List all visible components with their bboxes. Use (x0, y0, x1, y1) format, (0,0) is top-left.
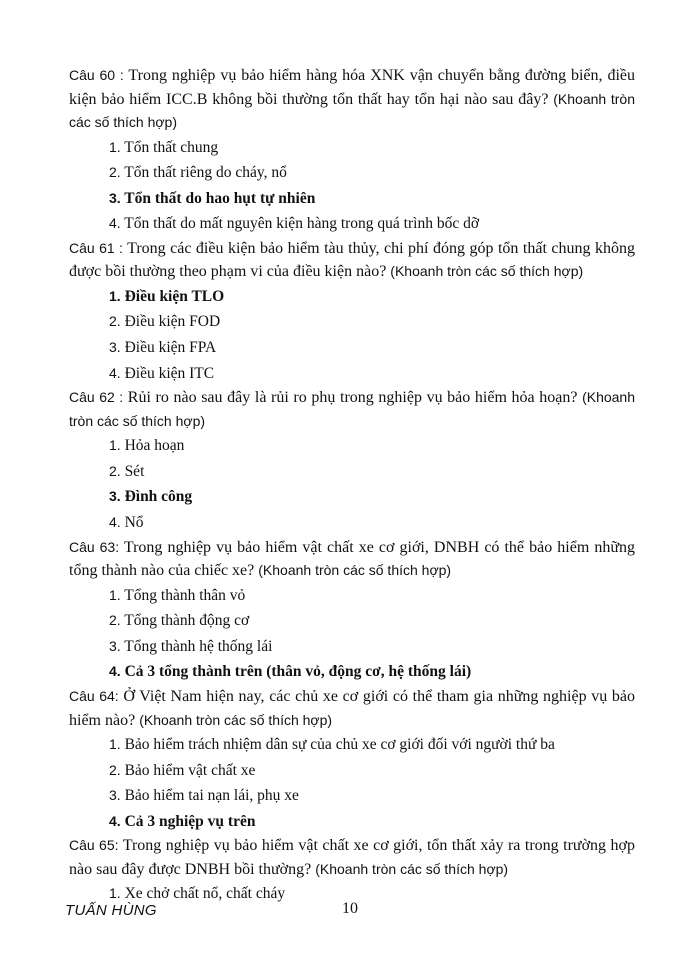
answer-options (69, 583, 635, 685)
option-text: Điều kiện ITC (124, 364, 215, 382)
question-stem (69, 685, 635, 732)
question-stem (69, 536, 635, 583)
option-text: Tổn thất do mất nguyên kiện hàng trong quá trình bốc dỡ (124, 215, 480, 233)
option-text: Tổng thành động cơ (124, 612, 250, 630)
option-text: Tổng thành thân vỏ (124, 586, 246, 604)
option-text: Xe chở chất nổ, chất cháy (124, 885, 286, 903)
option-text: Bảo hiểm tai nạn lái, phụ xe (124, 787, 299, 805)
option-number: 3. (109, 339, 121, 356)
option-text: Cả 3 tổng thành trên (thân vỏ, động cơ, hệ thống lái) (124, 663, 472, 681)
question-block (69, 536, 635, 685)
option-number: 1. (109, 138, 121, 155)
answer-options (69, 284, 635, 386)
question-list (69, 64, 635, 907)
option-number: 1. (109, 586, 121, 603)
page-number: 10 (342, 900, 358, 917)
option-text: Bảo hiểm vật chất xe (124, 761, 256, 779)
question-instruction: (Khoanh tròn các số thích hợp) (390, 263, 584, 280)
answer-option (69, 510, 635, 536)
footer-author: TUẤN HÙNG (65, 902, 157, 919)
answer-option (69, 758, 635, 784)
question-stem (69, 237, 635, 284)
option-number: 2. (109, 462, 121, 479)
option-number: 2. (109, 612, 121, 629)
option-text: Tổn thất riêng do cháy, nổ (124, 164, 287, 182)
question-text: Rủi ro nào sau đây là rủi ro phụ trong nghiệp vụ bảo hiểm hỏa hoạn? (127, 389, 578, 407)
answer-option (69, 783, 635, 809)
answer-option (69, 309, 635, 335)
question-text: Trong nghiệp vụ bảo hiểm vật chất xe cơ giới, DNBH có thể bảo hiểm những tổng thành nào của chiếc xe? (69, 538, 635, 580)
option-number: 1. (109, 736, 121, 752)
answer-options (69, 732, 635, 834)
question-stem (69, 386, 635, 433)
question-label: Câu 65: (69, 837, 119, 854)
answer-options (69, 135, 635, 237)
option-number: 3. (109, 637, 121, 654)
option-text: Tổn thất chung (124, 138, 219, 156)
question-text: Ở Việt Nam hiện nay, các chủ xe cơ giới có thể tham gia những nghiệp vụ bảo hiểm nào? (69, 688, 635, 729)
option-number: 4. (109, 514, 121, 531)
question-instruction: (Khoanh tròn các số thích hợp) (69, 90, 635, 130)
option-text: Bảo hiểm trách nhiệm dân sự của chủ xe cơ giới đối với người thứ ba (124, 736, 555, 753)
answer-option (69, 160, 635, 186)
answer-option (69, 732, 635, 758)
answer-option (69, 135, 635, 161)
option-number: 2. (109, 313, 121, 330)
option-text: Hỏa hoạn (124, 437, 185, 455)
option-text: Cả 3 nghiệp vụ trên (124, 812, 256, 830)
answer-option (69, 583, 635, 609)
question-block (69, 834, 635, 907)
question-instruction: (Khoanh tròn các số thích hợp) (69, 389, 636, 429)
answer-option (69, 608, 635, 634)
option-text: Tổn thất do hao hụt tự nhiên (124, 189, 316, 207)
question-text: Trong nghiệp vụ bảo hiểm hàng hóa XNK vận chuyển bằng đường biển, điều kiện bảo hiểm ICC.B không bồi thường tổn thất hay tổn hại nào sau đây? (69, 67, 635, 108)
option-number: 3. (109, 488, 121, 505)
answer-option-correct (69, 659, 635, 685)
question-block (69, 386, 635, 535)
option-text: Nổ (124, 514, 144, 532)
answer-option-correct (69, 484, 635, 510)
option-number: 1. (109, 287, 121, 304)
answer-option (69, 211, 635, 237)
answer-option (69, 459, 635, 485)
question-label: Câu 62 : (69, 389, 124, 406)
option-number: 4. (109, 812, 121, 829)
option-text: Sét (124, 462, 145, 480)
question-block (69, 685, 635, 834)
option-number: 4. (109, 364, 121, 381)
question-stem (69, 834, 635, 881)
option-number: 1. (109, 885, 121, 902)
question-block (69, 237, 635, 386)
answer-option (69, 361, 635, 387)
question-block (69, 64, 635, 237)
answer-option (69, 634, 635, 660)
question-text: Trong các điều kiện bảo hiểm tàu thủy, chi phí đóng góp tổn thất chung không được bồi thường theo phạm vi của điều kiện nào? (69, 239, 635, 281)
option-number: 2. (109, 164, 121, 181)
option-number: 2. (109, 761, 121, 778)
option-number: 3. (109, 189, 121, 206)
answer-option-correct (69, 186, 635, 212)
option-text: Điều kiện TLO (124, 287, 225, 305)
option-text: Điều kiện FOD (124, 313, 221, 331)
question-instruction: (Khoanh tròn các số thích hợp) (315, 860, 509, 877)
question-label: Câu 64: (69, 688, 119, 704)
option-number: 4. (109, 663, 121, 680)
question-label: Câu 61 : (69, 239, 123, 256)
option-number: 4. (109, 215, 121, 232)
question-instruction: (Khoanh tròn các số thích hợp) (258, 562, 452, 579)
question-text: Trong nghiệp vụ bảo hiểm vật chất xe cơ giới, tổn thất xảy ra trong trường hợp nào sau đây được DNBH bồi thường? (69, 837, 635, 878)
question-label: Câu 60 : (69, 67, 124, 83)
option-number: 1. (109, 437, 121, 454)
answer-option-correct (69, 809, 635, 835)
option-text: Điều kiện FPA (124, 339, 217, 357)
question-label: Câu 63: (69, 538, 120, 555)
option-number: 3. (109, 787, 121, 804)
answer-options (69, 433, 635, 535)
question-instruction: (Khoanh tròn các số thích hợp) (139, 711, 333, 728)
answer-option-correct (69, 284, 635, 310)
option-text: Tổng thành hệ thống lái (124, 637, 273, 655)
answer-option (69, 433, 635, 459)
answer-option (69, 335, 635, 361)
question-stem (69, 64, 635, 135)
option-text: Đình công (124, 488, 193, 506)
